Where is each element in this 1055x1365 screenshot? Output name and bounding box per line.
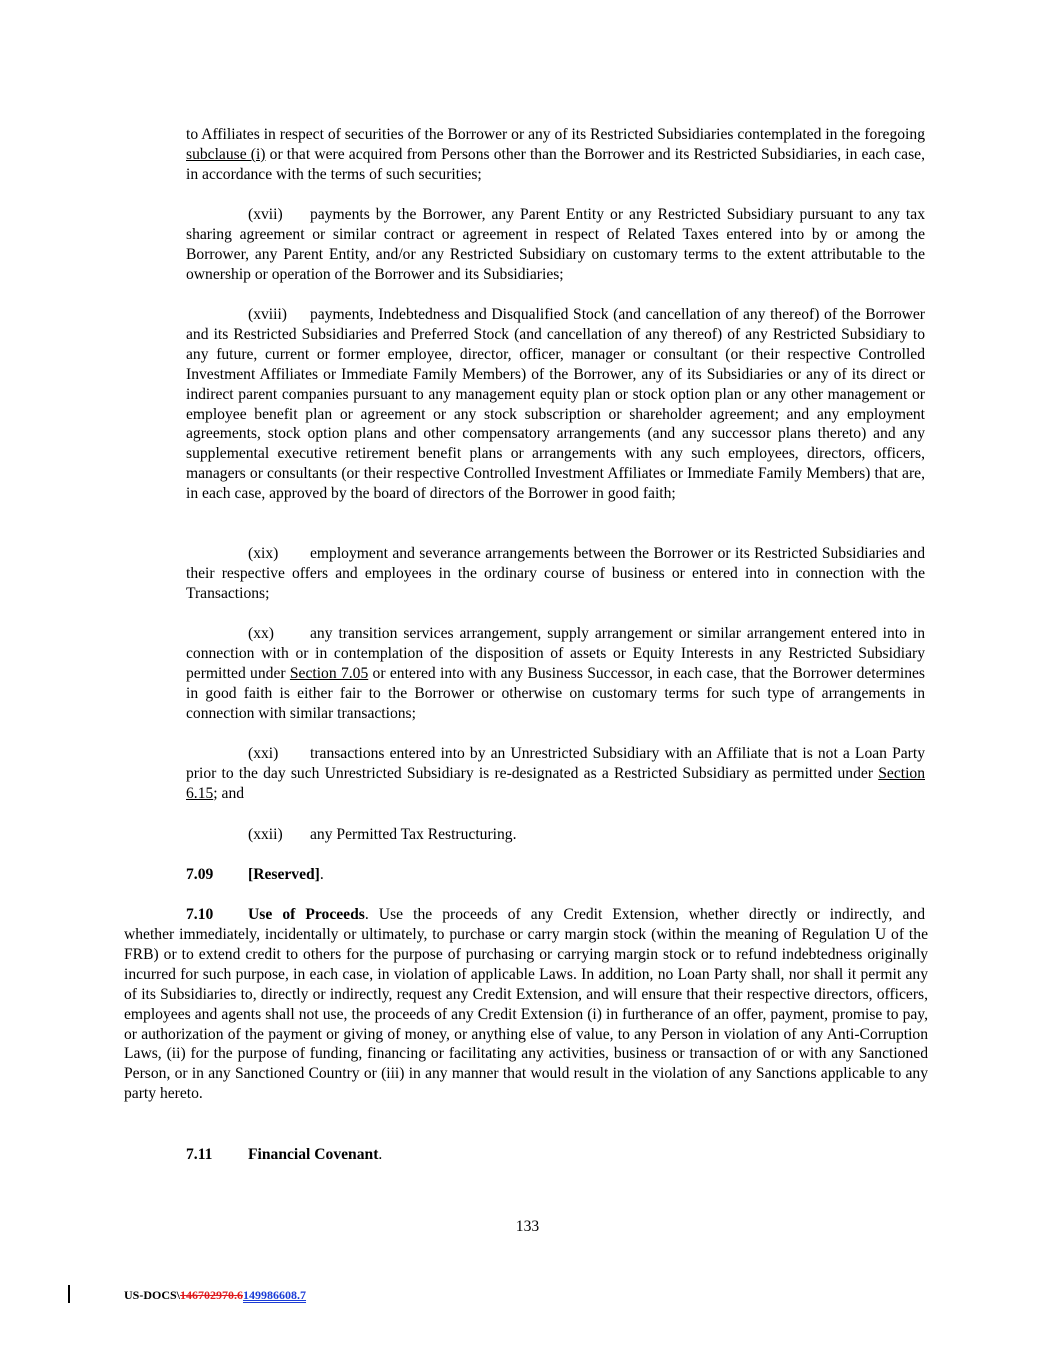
change-bar	[68, 1285, 70, 1303]
section-number: 7.09	[186, 866, 214, 883]
section-615-reference: Section 6.15	[186, 764, 925, 802]
clause-label: (xxi)	[248, 745, 279, 762]
clause-text: payments by the Borrower, any Parent Entity or any Restricted Subsidiary pursuant to any tax sharing agreement or similar contract or agreement in respect of Related Taxes entered into by or among the Borrower, any Parent Entity, and/or any Restricted Subsidiary on customary terms to the extent attributable to the ownership or operation of the Borrower and its Subsidiaries;	[186, 206, 925, 283]
document-id-footer	[124, 1287, 306, 1303]
section-7-10-first-line	[186, 905, 925, 925]
clause-xxi	[186, 744, 925, 804]
clause-label: (xix)	[248, 545, 279, 562]
paragraph-continuation	[186, 125, 925, 185]
clause-label: (xx)	[248, 625, 274, 642]
section-text: . Use the proceeds of any Credit Extension, whether directly or indirectly, and	[364, 906, 925, 923]
clause-text: transactions entered into by an Unrestricted Subsidiary with an Affiliate that is not a Loan Party prior to the day such Unrestricted Subsidiary is re-designated as a Restricted Subsidiary as permitted under	[186, 745, 925, 782]
para-text: to Affiliates in respect of securities of the Borrower or any of its Restricted Subsidiaries contemplated in the foregoing	[186, 126, 925, 143]
clause-xxii	[248, 825, 517, 845]
clause-text: any Permitted Tax Restructuring.	[310, 826, 517, 843]
section-7-09-heading	[186, 865, 324, 885]
clause-label: (xvii)	[248, 206, 283, 223]
clause-text: employment and severance arrangements between the Borrower or its Restricted Subsidiaries and their respective offers and employees in the ordinary course of business or entered into in connection with the Transactions;	[186, 545, 925, 602]
clause-xvii-body	[186, 205, 925, 285]
subclause-i-reference: subclause (i)	[186, 145, 266, 163]
doc-id-deleted: 146702970.6	[180, 1288, 244, 1302]
doc-id-inserted: 149986608.7	[243, 1288, 307, 1302]
clause-xx	[186, 624, 925, 724]
section-title-tail: .	[319, 866, 324, 883]
section-number: 7.11	[186, 1146, 213, 1163]
clause-xviii	[186, 305, 925, 504]
section-title: [Reserved]	[248, 866, 320, 883]
section-title-tail: .	[378, 1146, 383, 1163]
section-number: 7.10	[186, 906, 214, 923]
section-7-10-body: whether immediately, incidentally or ultimately, to purchase or carry margin stock (within the meaning of Regulation U of the FRB) or to extend credit to others for the purpose of purchasing or carrying margin stock or to refund indebtedness originally incurred for such purpose, in each case, in violation of applicable Laws. In addition, no Loan Party shall, nor shall it permit any of its Subsidiaries to, directly or indirectly, request any Credit Extension, and will ensure that their respective directors, officers, employees and agents shall not use, the proceeds of any Credit Extension (i) in furtherance of an offer, payment, promise to pay, or authorization of the payment or giving of money, or anything else of value, to any Person in violation of any Anti-Corruption Laws, (ii) for the purpose of funding, financing or facilitating any activities, business or transaction of or with any Sanctioned Person, or in any Sanctioned Country or (iii) in any manner that would result in the violation of any Sanctions applicable to any party hereto.	[124, 926, 928, 1103]
clause-label: (xviii)	[248, 306, 287, 323]
clause-text: any transition services arrangement, supply arrangement or similar arrangement entered into in connection with or in contemplation of the disposition of assets or Equity Interests in any Restricted Subsidiary permitted under	[186, 625, 925, 682]
section-705-reference: Section 7.05	[289, 664, 369, 682]
para-text: or that were acquired from Persons other than the Borrower and its Restricted Subsidiaries, in each case, in accordance with the terms of such securities;	[186, 145, 925, 183]
clause-xix	[186, 544, 925, 604]
section-title: Financial Covenant	[248, 1146, 379, 1163]
section-title: Use of Proceeds	[248, 906, 365, 923]
clause-text: or entered into with any Business Successor, in each case, that the Borrower determines in good faith is either fair to the Borrower or otherwise on customary terms for such type of arrangements in connection with similar transactions;	[186, 664, 925, 722]
page-number: 133	[515, 1218, 540, 1235]
clause-text: ; and	[213, 784, 245, 802]
section-7-11-heading	[186, 1145, 382, 1165]
doc-id-prefix: US-DOCS\	[124, 1288, 181, 1302]
clause-label: (xxii)	[248, 826, 283, 843]
clause-text: payments, Indebtedness and Disqualified Stock (and cancellation of any thereof) of the Borrower and its Restricted Subsidiaries and Preferred Stock (and cancellation of any thereof) of any Restricted Subsidiary to any future, current or former employee, director, officer, manager or consultant (or their respective Controlled Investment Affiliates or Immediate Family Members) of the Borrower, any of its Subsidiaries or any of its direct or indirect parent companies pursuant to any management equity plan or stock option plan or any other management or employee benefit plan or agreement or any stock subscription or shareholder agreement; and any employment agreements, stock option plans and other compensatory arrangements (and any successor plans thereto) and any supplemental executive retirement benefit plans or arrangements with any such employees, directors, officers, managers or consultants (or their respective Controlled Investment Affiliates or Immediate Family Members) that are, in each case, approved by the board of directors of the Borrower in good faith;	[186, 306, 925, 503]
